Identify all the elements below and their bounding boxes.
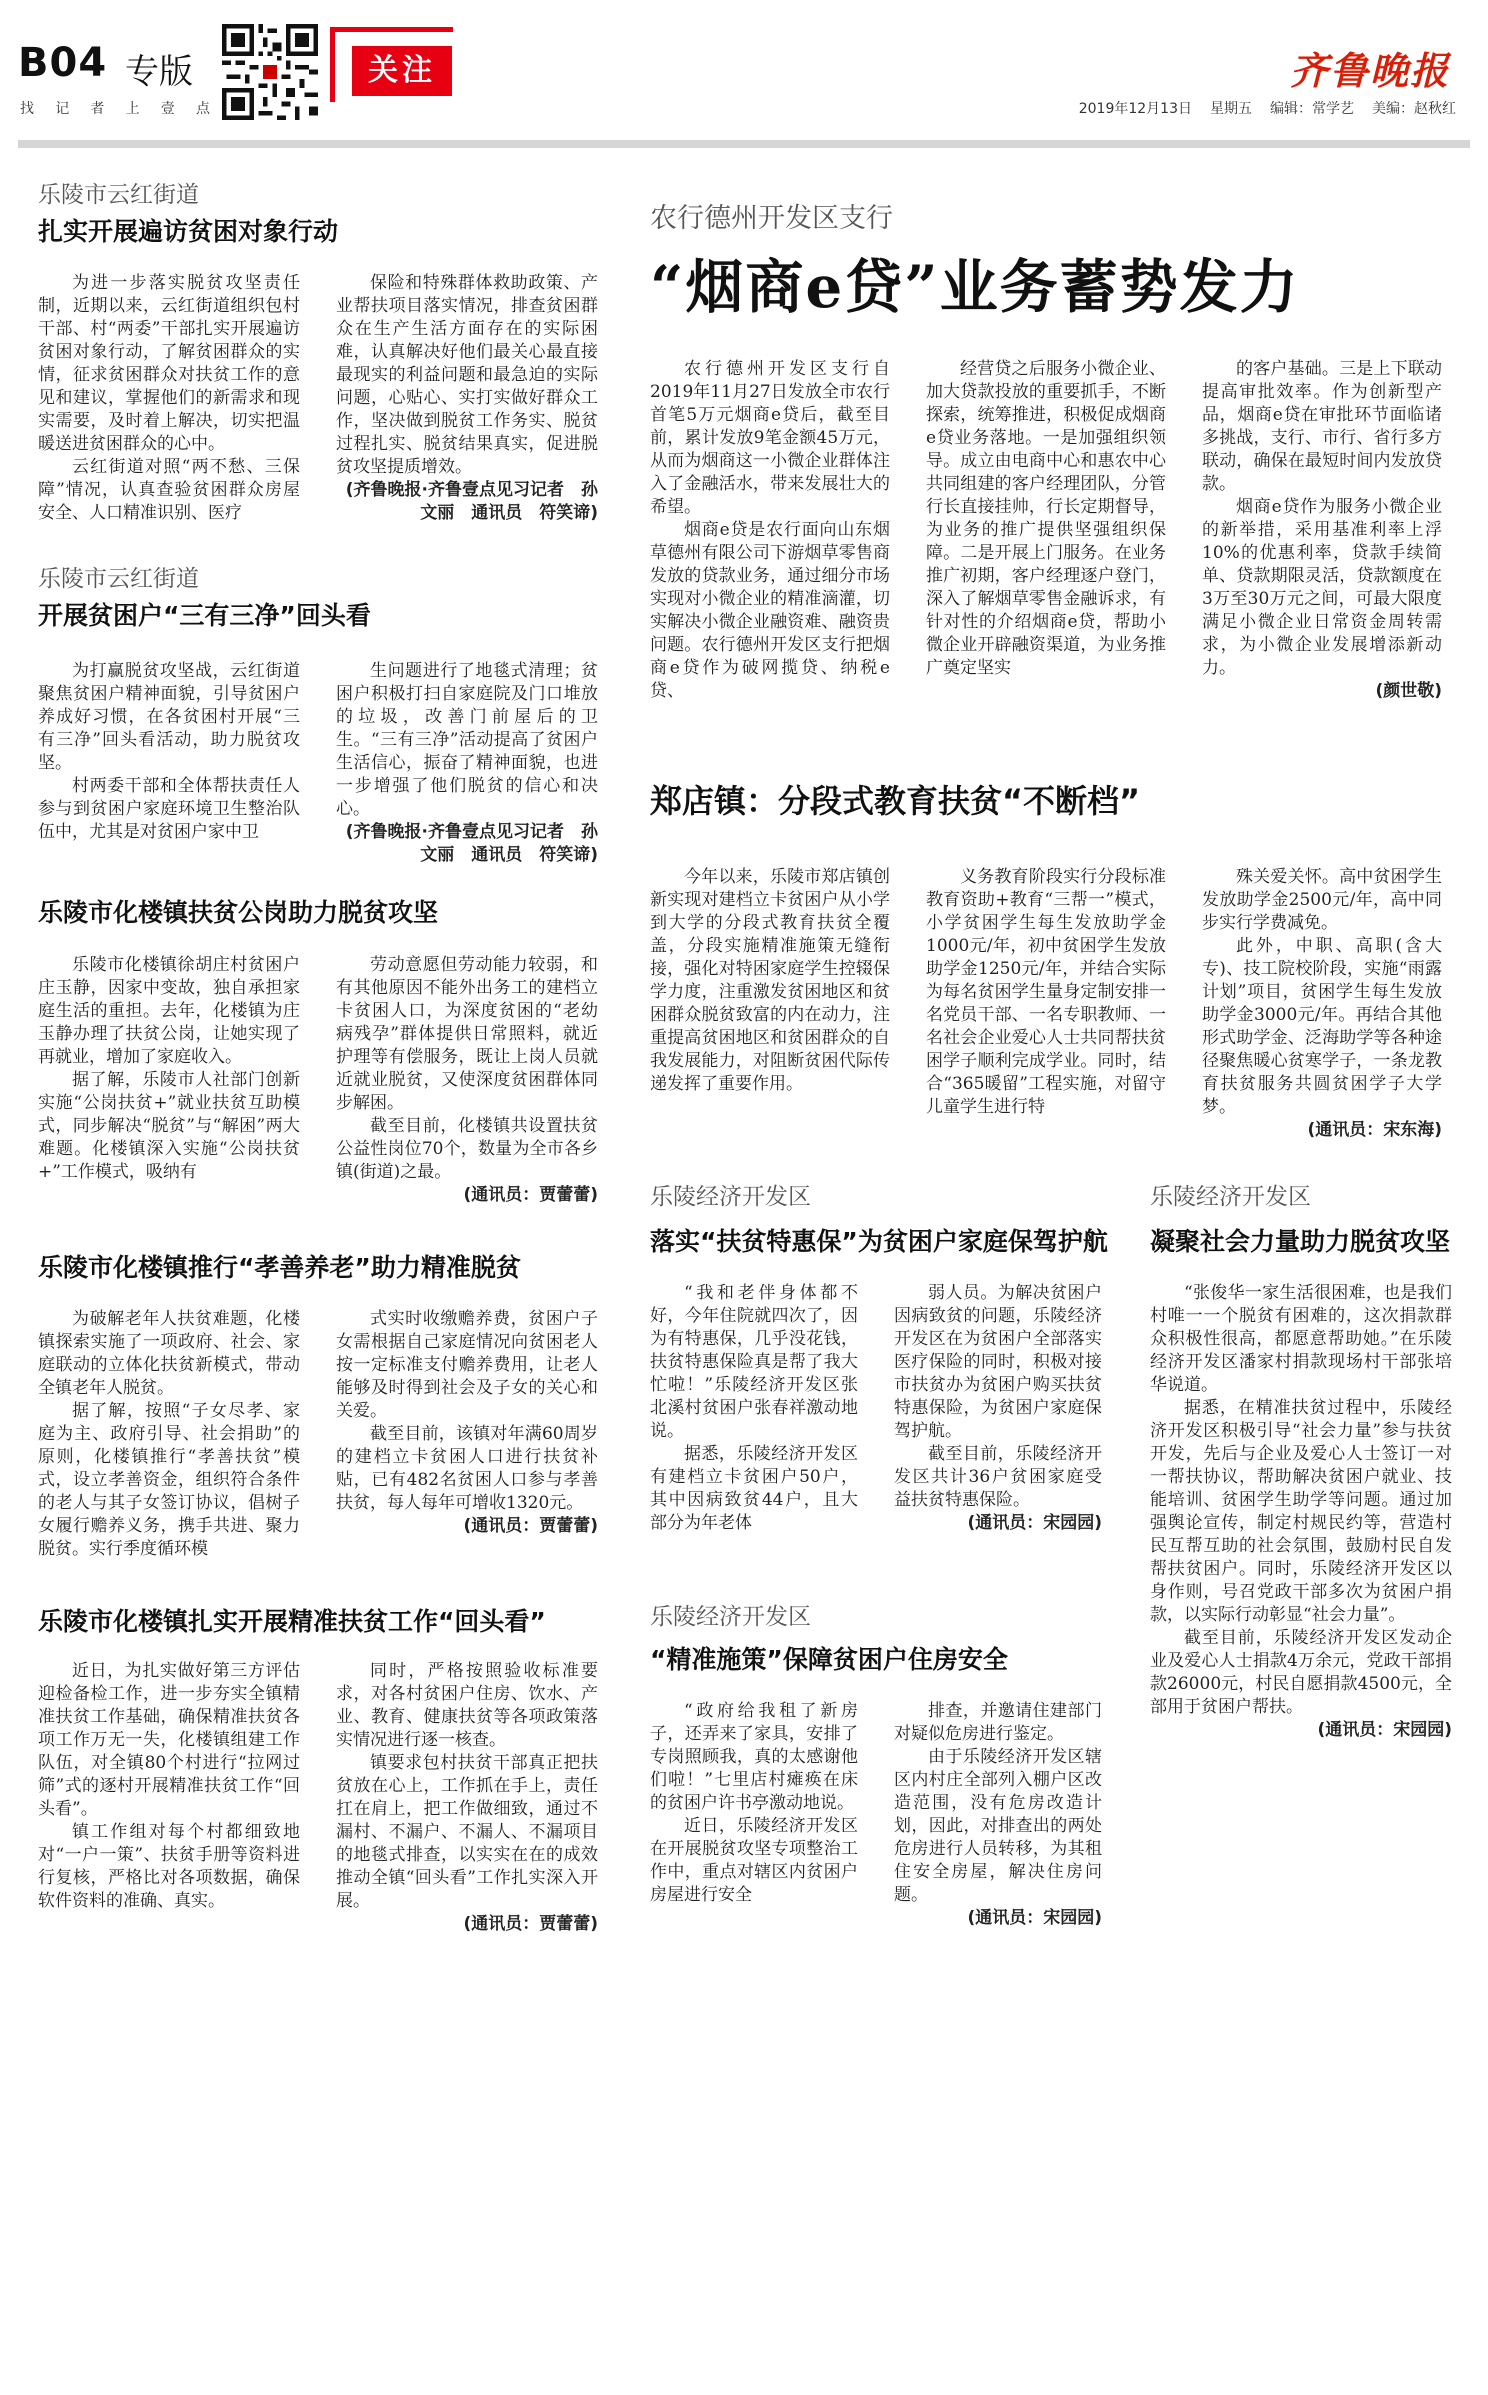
paragraph: 同时，严格按照验收标准要求，对各村贫困户住房、饮水、产业、教育、健康扶贫等各项政策落实情况进行逐一核查。: [336, 1661, 598, 1750]
masthead-divider: [18, 140, 1470, 148]
article-body: [38, 1660, 598, 1942]
byline: (通讯员：贾蕾蕾): [463, 1185, 598, 1205]
page-number: B04: [18, 40, 108, 86]
masthead-info: [1079, 98, 1456, 118]
paragraph: 义务教育阶段实行分段标准教育资助+教育“三帮一”模式，小学贫困学生每生发放助学金1000元/年，初中贫困学生发放助学金1250元/年，并结合实际为每名贫困学生量身定制安排一名党员干部、一名专职教师、一名社会企业爱心人士共同帮扶贫困学子顺利完成学业。同时，结合“365暖留”工程实施，对留守儿童学生进行特: [926, 867, 1166, 1117]
paragraph: “张俊华一家生活很困难，也是我们村唯一一个脱贫有困难的，这次捐款群众积极性很高，都愿意帮助她。”在乐陵经济开发区潘家村捐款现场村干部张培华说道。: [1150, 1283, 1452, 1395]
editor-credit: 编辑：常学艺: [1270, 101, 1354, 117]
paragraph: 镇要求包村扶贫干部真正把扶贫放在心上，工作抓在手上，责任扛在肩上，把工作做细致，通过不漏村、不漏户、不漏人、不漏项目的地毯式排查，以实实在在的成效推动全镇“回头看”工作扎实深入开展。: [336, 1753, 598, 1911]
paragraph: 镇工作组对每个村都细致地对“一户一策”、扶贫手册等资料进行复核，严格比对各项数据，确保软件资料的准确、真实。: [38, 1822, 300, 1911]
paragraph: 排查，并邀请住建部门对疑似危房进行鉴定。: [894, 1701, 1102, 1744]
article-column: [894, 1700, 1102, 1944]
paragraph: 弱人员。为解决贫困户因病致贫的问题，乐陵经济开发区在为贫困户全部落实医疗保险的同时，积极对接市扶贫办为贫困户购买扶贫特惠保险，为贫困户家庭保驾护航。: [894, 1283, 1102, 1441]
masthead-labels: [20, 98, 210, 118]
masthead-label: 壹: [160, 101, 175, 117]
masthead-label: 找: [20, 101, 34, 117]
article-headline: 凝聚社会力量助力脱贫攻坚: [1150, 1227, 1451, 1256]
paragraph: 据悉，乐陵经济开发区有建档立卡贫困户50户，其中因病致贫44户，且大部分为年老体: [650, 1444, 858, 1533]
paragraph: 截至目前，化楼镇共设置扶贫公益性岗位70个，数量为全市各乡镇(街道)之最。: [336, 1116, 598, 1182]
article-body: [650, 1700, 1102, 1944]
article-kicker: 乐陵经济开发区: [650, 1604, 811, 1630]
paragraph: 烟商e贷是农行面向山东烟草德州有限公司下游烟草零售商发放的贷款业务，通过细分市场实现对小微企业的精准滴灌，切实解决小微企业融资难、融资贵问题。农行德州开发区支行把烟商e贷作为破网揽贷、纳税e贷、: [650, 520, 890, 701]
paragraph: 截至目前，乐陵经济开发区共计36户贫困家庭受益扶贫特惠保险。: [894, 1444, 1102, 1510]
paragraph: 由于乐陵经济开发区辖区内村庄全部列入棚户区改造范围，没有危房改造计划，因此，对排查出的两处危房进行人员转移，为其租住安全房屋，解决住房问题。: [894, 1747, 1102, 1905]
article-headline: 乐陵市化楼镇扶贫公岗助力脱贫攻坚: [38, 898, 439, 927]
article-kicker: 农行德州开发区支行: [650, 203, 893, 234]
article-body: [650, 866, 1450, 1140]
section-tab: 关注: [352, 46, 452, 96]
article-column: [1202, 358, 1442, 710]
byline: (通讯员：贾蕾蕾): [463, 1914, 598, 1934]
article-column: [650, 358, 890, 710]
paragraph: 的客户基础。三是上下联动提高审批效率。作为创新型产品，烟商e贷在审批环节面临诸多挑战，支行、市行、省行多方联动，确保在最短时间内发放贷款。: [1202, 359, 1442, 494]
article-column: [894, 1282, 1102, 1568]
article-kicker: 乐陵市云红街道: [38, 566, 199, 592]
paragraph: 保险和特殊群体救助政策、产业帮扶项目落实情况，排查贫困群众在生产生活方面存在的实际困难，认真解决好他们最关心最直接最现实的利益问题和最急迫的实际问题，心贴心、实打实做好群众工作，坚决做到脱贫工作务实、脱贫过程扎实、脱贫结果真实，促进脱贫攻坚提质增效。: [336, 273, 598, 477]
paragraph: 此外，中职、高职(含大专)、技工院校阶段，实施“雨露计划”项目，贫困学生每生发放助学金3000元/年。再结合其他形式助学金、泛海助学等各种途径聚焦暖心贫寒学子，一条龙教育扶贫服务共圆贫困学子大学梦。: [1202, 936, 1442, 1117]
paragraph: 为破解老年人扶贫难题，化楼镇探索实施了一项政府、社会、家庭联动的立体化扶贫新模式，带动全镇老年人脱贫。: [38, 1309, 300, 1398]
byline: (颜世敬): [1375, 681, 1442, 701]
issue-date: 2019年12月13日: [1078, 101, 1192, 117]
article-column: [336, 272, 598, 530]
article-column: [650, 1282, 858, 1568]
paragraph: 乐陵市化楼镇徐胡庄村贫困户庄玉静，因家中变故，独自承担家庭生活的重担。去年，化楼镇为庄玉静办理了扶贫公岗，让她实现了再就业，增加了家庭收入。: [38, 955, 300, 1067]
article-headline: 落实“扶贫特惠保”为贫困户家庭保驾护航: [650, 1227, 1108, 1256]
art-editor-credit: 美编：赵秋红: [1372, 101, 1456, 117]
paragraph: 据悉，在精准扶贫过程中，乐陵经济开发区积极引导“社会力量”参与扶贫开发，先后与企业及爱心人士签订一对一帮扶协议，帮助解决贫困户就业、技能培训、贫困学生助学等问题。通过加强舆论宣传，制定村规民约等，营造村民互帮互助的社会氛围，鼓励村民自发帮扶贫困户。同时，乐陵经济开发区以身作则，号召党政干部多次为贫困户捐款，以实际行动彰显“社会力量”。: [1150, 1398, 1452, 1625]
byline: (通讯员：宋东海): [1307, 1120, 1442, 1140]
paragraph: 近日，乐陵经济开发区在开展脱贫攻坚专项整治工作中，重点对辖区内贫困户房屋进行安全: [650, 1816, 858, 1905]
paragraph: 生问题进行了地毯式清理；贫困户积极打扫自家庭院及门口堆放的垃圾，改善门前屋后的卫生。“三有三净”活动提高了贫困户生活信心，振奋了精神面貌，也进一步增强了他们脱贫的信心和决心。: [336, 661, 598, 819]
article-body: [38, 272, 598, 530]
article-headline: 扎实开展遍访贫困对象行动: [38, 217, 339, 246]
article-headline: 开展贫困户“三有三净”回头看: [38, 601, 371, 630]
article-body: [38, 954, 598, 1214]
article-column: [336, 954, 598, 1214]
article-headline: 郑店镇：分段式教育扶贫“不断档”: [650, 782, 1141, 820]
qr-code-icon[interactable]: [222, 24, 318, 120]
section-name: 专版: [125, 52, 193, 92]
byline: (通讯员：宋园园): [967, 1513, 1102, 1533]
article-column: [38, 1308, 300, 1578]
article-column: [1202, 866, 1442, 1140]
paragraph: 截至目前，乐陵经济开发区发动企业及爱心人士捐款4万余元，党政干部捐款26000元，村民自愿捐款4500元，全部用于贫困户帮扶。: [1150, 1628, 1452, 1717]
byline: (通讯员：宋园园): [1317, 1720, 1452, 1740]
paragraph: 近日，为扎实做好第三方评估迎检备检工作，进一步夯实全镇精准扶贫工作基础，确保精准扶贫各项工作万无一失，化楼镇组建工作队伍，对全镇80个村进行“拉网过筛”式的逐村开展精准扶贫工作“回头看”。: [38, 1661, 300, 1819]
article-kicker: 乐陵经济开发区: [650, 1184, 811, 1210]
byline: (通讯员：贾蕾蕾): [463, 1516, 598, 1536]
article-column: [1150, 1282, 1452, 1752]
article-body: [38, 1308, 598, 1578]
article-column: [650, 866, 890, 1122]
article-headline: 乐陵市化楼镇推行“孝善养老”助力精准脱贫: [38, 1253, 521, 1282]
article-column: [38, 272, 300, 530]
article-body: [650, 358, 1450, 710]
paragraph: 劳动意愿但劳动能力较弱，和有其他原因不能外出务工的建档立卡贫困人口，为深度贫困的“老幼病残孕”群体提供日常照料，就近护理等有偿服务，既让上岗人员就近就业脱贫，又使深度贫困群体同步解困。: [336, 955, 598, 1113]
masthead-label: 点: [195, 101, 210, 117]
article-body: [650, 1282, 1102, 1568]
article-body: [38, 660, 598, 865]
paragraph: 村两委干部和全体帮扶责任人参与到贫困户家庭环境卫生整治队伍中，尤其是对贫困户家中卫: [38, 776, 300, 842]
paragraph: 农行德州开发区支行自2019年11月27日发放全市农行首笔5万元烟商e贷后，截至目前，累计发放9笔金额45万元，从而为烟商这一小微企业群体注入了金融活水，带来发展壮大的希望。: [650, 359, 890, 517]
paragraph: 为打赢脱贫攻坚战，云红街道聚焦贫困户精神面貌，引导贫困户养成好习惯，在各贫困村开展“三有三净”回头看活动，助力脱贫攻坚。: [38, 661, 300, 773]
article-headline: 乐陵市化楼镇扎实开展精准扶贫工作“回头看”: [38, 1607, 546, 1636]
article-column: [38, 954, 300, 1214]
article-body: [1150, 1282, 1452, 1752]
article-kicker: 乐陵市云红街道: [38, 182, 199, 208]
article-column: [336, 1660, 598, 1942]
article-column: [336, 1308, 598, 1578]
paragraph: 截至目前，该镇对年满60周岁的建档立卡贫困人口进行扶贫补贴，已有482名贫困人口参与孝善扶贫，每人每年可增收1320元。: [336, 1424, 598, 1513]
paragraph: 经营贷之后服务小微企业、加大贷款投放的重要抓手，不断探索，统筹推进，积极促成烟商e贷业务落地。一是加强组织领导。成立由电商中心和惠农中心共同组建的客户经理团队，分管行长直接挂帅，行长定期督导，为业务的推广提供坚强组织保障。二是开展上门服务。在业务推广初期，客户经理逐户登门，深入了解烟草零售金融诉求，有针对性的介绍烟商e贷，帮助小微企业开辟融资渠道，为业务推广奠定坚实: [926, 359, 1166, 678]
newspaper-logo: 齐鲁晚报: [1289, 48, 1450, 93]
article-column: [38, 1660, 300, 1942]
article-column: [926, 358, 1166, 710]
paragraph: “政府给我租了新房子，还弄来了家具，安排了专岗照顾我，真的太感谢他们啦！”七里店村瘫痪在床的贫困户许书亭激动地说。: [650, 1701, 858, 1813]
masthead-label: 上: [125, 101, 140, 117]
byline: (齐鲁晚报·齐鲁壹点见习记者 孙文丽 通讯员 符笑谛): [345, 480, 598, 523]
paragraph: 式实时收缴赡养费，贫困户子女需根据自己家庭情况向贫困老人按一定标准支付赡养费用，让老人能够及时得到社会及子女的关心和关爱。: [336, 1309, 598, 1421]
article-column: [926, 866, 1166, 1122]
byline: (通讯员：宋园园): [967, 1908, 1102, 1928]
paragraph: 烟商e贷作为服务小微企业的新举措，采用基准利率上浮10%的优惠利率，贷款手续简单、贷款期限灵活，贷款额度在3万至30万元之间，可最大限度满足小微企业日常资金周转需求，为小微企业发展增添新动力。: [1202, 497, 1442, 678]
article-headline: “精准施策”保障贫困户住房安全: [650, 1645, 1008, 1674]
issue-weekday: 星期五: [1210, 101, 1252, 117]
masthead-label: 记: [55, 101, 70, 117]
paragraph: 为进一步落实脱贫攻坚责任制，近期以来，云红街道组织包村干部、村“两委”干部扎实开展遍访贫困对象行动，了解贫困群众的实情，征求贫困群众对扶贫工作的意见和建议，掌握他们的新需求和现实需要，及时着上解决，切实把温暖送进贫困群众的心中。: [38, 273, 300, 454]
paragraph: 今年以来，乐陵市郑店镇创新实现对建档立卡贫困户从小学到大学的分段式教育扶贫全覆盖，分段实施精准施策无缝衔接，强化对特困家庭学生控辍保学力度，注重激发贫困地区和贫困群众脱贫致富的内在动力，注重提高贫困地区和贫困群众的自我发展能力，对阻断贫困代际传递发挥了重要作用。: [650, 867, 890, 1094]
masthead-label: 者: [90, 101, 105, 117]
paragraph: 据了解，乐陵市人社部门创新实施“公岗扶贫+”就业扶贫互助模式，同步解决“脱贫”与“解困”两大难题。化楼镇深入实施“公岗扶贫+”工作模式，吸纳有: [38, 1070, 300, 1182]
paragraph: “我和老伴身体都不好，今年住院就四次了，因为有特惠保，几乎没花钱，扶贫特惠保险真是帮了我大忙啦！”乐陵经济开发区张北溪村贫困户张春祥激动地说。: [650, 1283, 858, 1441]
article-column: [650, 1700, 858, 1944]
article-column: [336, 660, 598, 865]
paragraph: 殊关爱关怀。高中贫困学生发放助学金2500元/年，高中同步实行学费减免。: [1202, 867, 1442, 933]
article-column: [38, 660, 300, 850]
article-headline: “烟商e贷”业务蓄势发力: [650, 253, 1300, 321]
paragraph: 云红街道对照“两不愁、三保障”情况，认真查验贫困群众房屋安全、人口精准识别、医疗: [38, 457, 300, 523]
paragraph: 据了解，按照“子女尽孝、家庭为主、政府引导、社会捐助”的原则，化楼镇推行“孝善扶贫”模式，设立孝善资金，组织符合条件的老人与其子女签订协议，倡树子女履行赡养义务，携手共进、聚力脱贫。实行季度循环模: [38, 1401, 300, 1559]
article-kicker: 乐陵经济开发区: [1150, 1184, 1311, 1210]
byline: (齐鲁晚报·齐鲁壹点见习记者 孙文丽 通讯员 符笑谛): [345, 822, 598, 865]
